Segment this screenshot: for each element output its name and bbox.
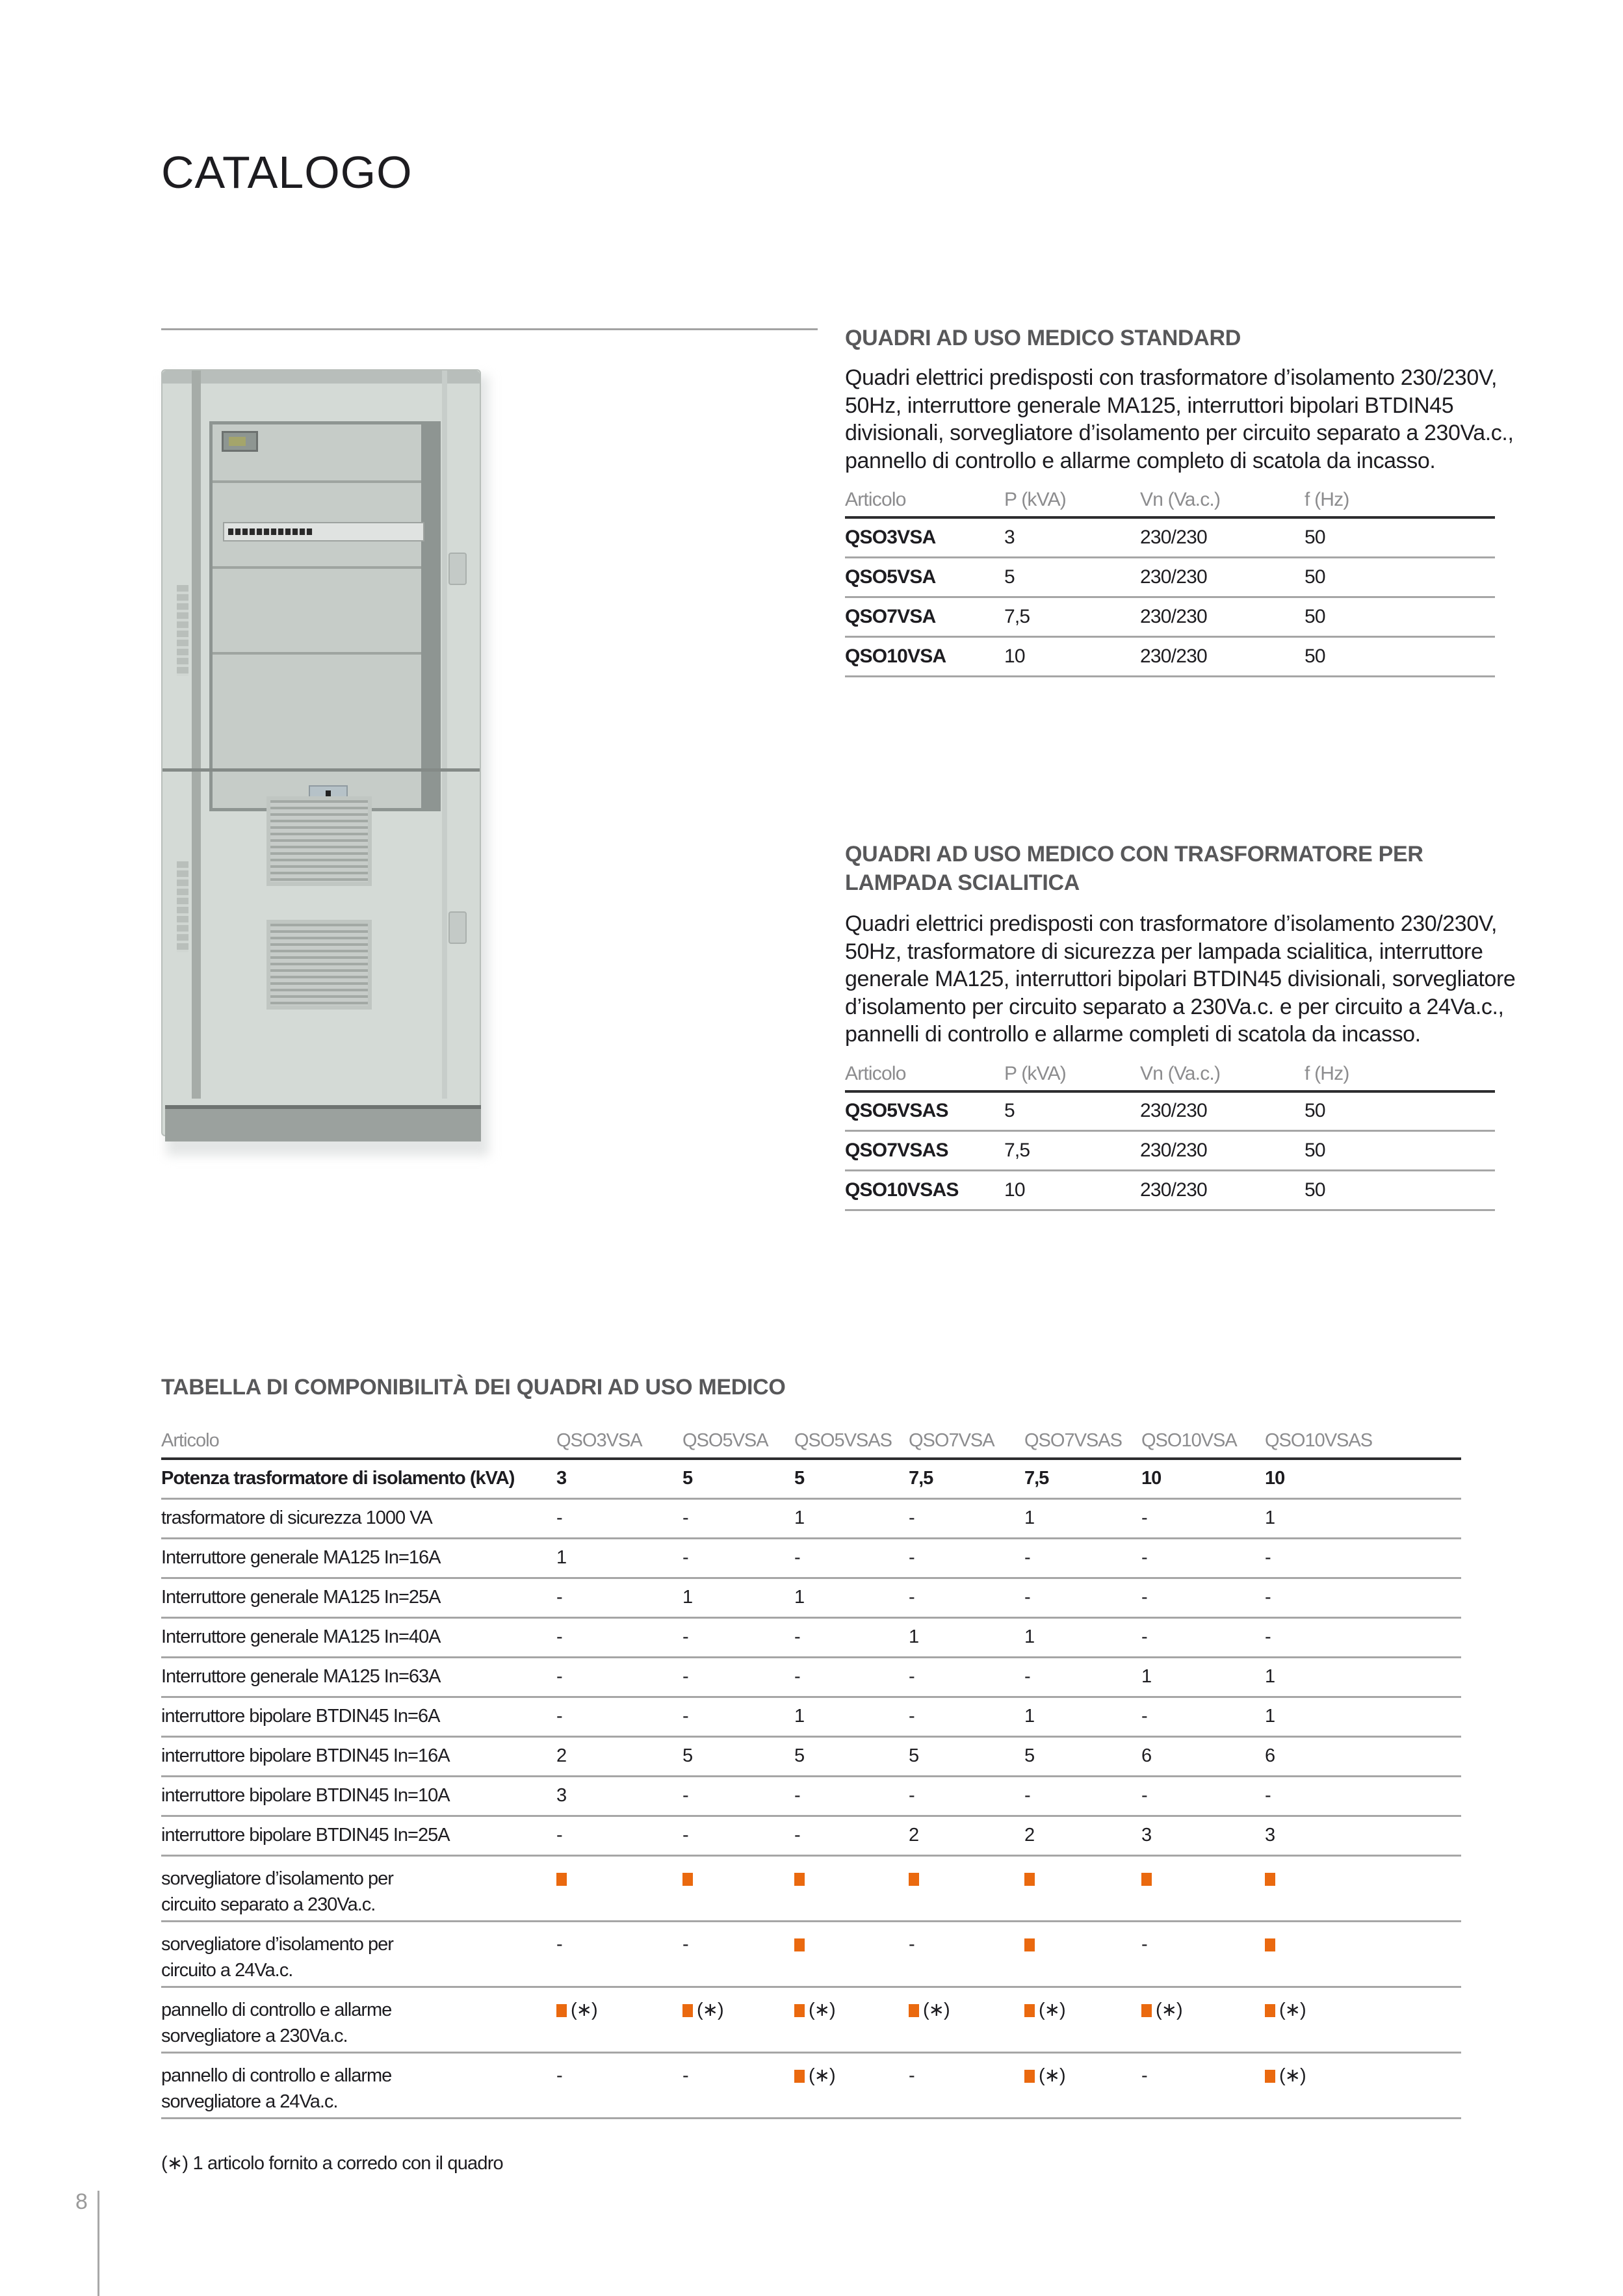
voltage: 230/230 [1140, 517, 1305, 557]
included-square-icon [1265, 2070, 1275, 2083]
asterisk-note: (∗) [1039, 1999, 1065, 2020]
cell-qso3vsa: - [556, 1498, 682, 1538]
cell-qso5vsa [682, 1855, 794, 1921]
cell-qso3vsa: - [556, 1657, 682, 1697]
cell-qso10vsa [1141, 1987, 1265, 2052]
cell-qso10vsa [1141, 1855, 1265, 1921]
cell-qso3vsa: - [556, 1921, 682, 1987]
row-label: Interruttore generale MA125 In=40A [161, 1617, 556, 1657]
vent-grille-upper [266, 796, 372, 886]
row-label-line2: circuito separato a 230Va.c. [161, 1894, 376, 1915]
cabinet-glass-door [209, 421, 441, 811]
included-square-icon [682, 1873, 693, 1886]
table-row [161, 1776, 1461, 1816]
door-handle-lower [448, 911, 467, 944]
table-row [845, 1171, 1495, 1210]
cell-qso5vsas: 1 [794, 1498, 909, 1538]
cell-qso5vsas [794, 1855, 909, 1921]
cell-qso7vsas: 1 [1024, 1617, 1141, 1657]
din-rail [213, 652, 421, 655]
cell-qso10vsas [1265, 1921, 1461, 1987]
included-square-icon [1024, 1873, 1035, 1886]
cell-qso7vsas: 1 [1024, 1498, 1141, 1538]
row-label [161, 1987, 556, 2052]
din-rail [213, 566, 421, 569]
included-square-icon [909, 2004, 919, 2017]
cell-qso5vsa: - [682, 1498, 794, 1538]
article-code: QSO10VSA [845, 636, 1004, 676]
power-kva: 3 [1004, 517, 1140, 557]
cell-qso10vsas: 10 [1265, 1459, 1461, 1498]
image-divider [161, 328, 818, 330]
row-label: Interruttore generale MA125 In=16A [161, 1538, 556, 1578]
article-code: QSO3VSA [845, 517, 1004, 557]
composition-title: TABELLA DI COMPONIBILITÀ DEI QUADRI AD USO MEDICO [161, 1375, 786, 1400]
cell-qso7vsas [1024, 2052, 1141, 2118]
cell-qso5vsas: 5 [794, 1459, 909, 1498]
row-label-line2: sorvegliatore a 24Va.c. [161, 2091, 338, 2112]
cell-qso7vsa: 5 [909, 1736, 1024, 1776]
cell-qso10vsas: 1 [1265, 1697, 1461, 1736]
included-square-icon [556, 2004, 567, 2017]
cell-qso5vsa: - [682, 1816, 794, 1855]
asterisk-note: (∗) [1279, 1999, 1306, 2020]
cell-qso7vsas: - [1024, 1538, 1141, 1578]
spec-table-scialitica [845, 1058, 1495, 1212]
column-header: QSO3VSA [556, 1429, 642, 1451]
frequency: 50 [1305, 1171, 1495, 1210]
cell-qso5vsa: - [682, 1776, 794, 1816]
cell-qso10vsa: - [1141, 2052, 1265, 2118]
row-label-line1: pannello di controllo e allarme [161, 2065, 392, 2086]
table-row [161, 1987, 1461, 2052]
composition-section [161, 1373, 1461, 2119]
cell-qso5vsas: - [794, 1776, 909, 1816]
table-row [845, 597, 1495, 636]
cell-qso5vsas: - [794, 1657, 909, 1697]
cell-qso5vsa: - [682, 1921, 794, 1987]
table-row [161, 1538, 1461, 1578]
article-code: QSO7VSAS [845, 1131, 1004, 1171]
cell-qso7vsas: 1 [1024, 1697, 1141, 1736]
frequency: 50 [1305, 636, 1495, 676]
table-row [161, 1459, 1461, 1498]
power-kva: 10 [1004, 1171, 1140, 1210]
section-title [845, 840, 1521, 897]
column-header: QSO7VSA [909, 1429, 994, 1451]
section-description: Quadri elettrici predisposti con trasformatore d’isolamento 230/230V, 50Hz, trasformatore di sicurezza per lampada scialitica, interruttore generale MA125, interruttori bipolari BTDIN45 divisionali, sorvegliatore d’isolamento per circuito separato a 230Va.c. e per circuito a 24Va.c., pannelli di controllo e allarme completi di scatola da incasso. [845, 911, 1516, 1047]
included-square-icon [1024, 2004, 1035, 2017]
cell-qso3vsa: - [556, 1578, 682, 1617]
cabinet-right-frame [442, 371, 447, 1099]
included-square-icon [909, 1873, 919, 1886]
cell-qso10vsas: - [1265, 1538, 1461, 1578]
cell-qso5vsas: - [794, 1816, 909, 1855]
cell-qso5vsa: 5 [682, 1459, 794, 1498]
asterisk-note: (∗) [809, 2065, 835, 2086]
column-header: QSO7VSAS [1024, 1429, 1122, 1451]
row-label: Potenza trasformatore di isolamento (kVA) [161, 1459, 556, 1498]
row-label-line1: sorvegliatore d’isolamento per [161, 1933, 393, 1955]
row-label: Interruttore generale MA125 In=63A [161, 1657, 556, 1697]
column-header: Articolo [845, 489, 906, 510]
cell-qso5vsas: 1 [794, 1578, 909, 1617]
included-square-icon [1265, 1938, 1275, 1951]
section-title-line1: QUADRI AD USO MEDICO CON TRASFORMATORE PER [845, 842, 1423, 867]
cell-qso3vsa: 2 [556, 1736, 682, 1776]
cell-qso10vsas: 6 [1265, 1736, 1461, 1776]
composition-table [161, 1424, 1461, 2119]
table-header-row [161, 1424, 1461, 1459]
table-row [845, 557, 1495, 597]
table-row [161, 1617, 1461, 1657]
cell-qso10vsa: 3 [1141, 1816, 1265, 1855]
cell-qso7vsas: 2 [1024, 1816, 1141, 1855]
power-kva: 7,5 [1004, 1131, 1140, 1171]
included-square-icon [1024, 1938, 1035, 1951]
column-header: QSO5VSA [682, 1429, 768, 1451]
included-square-icon [1265, 2004, 1275, 2017]
cell-qso3vsa: - [556, 2052, 682, 2118]
cell-qso7vsas: 7,5 [1024, 1459, 1141, 1498]
cell-qso7vsa: - [909, 2052, 1024, 2118]
spec-table-standard [845, 484, 1495, 677]
table-row [161, 1736, 1461, 1776]
cell-qso7vsa: 1 [909, 1617, 1024, 1657]
cell-qso5vsas: - [794, 1617, 909, 1657]
cell-qso5vsas: - [794, 1538, 909, 1578]
column-header: Articolo [845, 1062, 906, 1084]
cell-qso3vsa: 1 [556, 1538, 682, 1578]
row-label-line1: sorvegliatore d’isolamento per [161, 1868, 393, 1889]
article-code: QSO5VSAS [845, 1091, 1004, 1131]
cell-qso7vsa: - [909, 1578, 1024, 1617]
row-label-line1: pannello di controllo e allarme [161, 1999, 392, 2020]
table-row [845, 517, 1495, 557]
column-header: Vn (Va.c.) [1140, 1062, 1221, 1084]
column-header: f (Hz) [1305, 489, 1349, 510]
included-square-icon [556, 1873, 567, 1886]
cell-qso5vsa: - [682, 1697, 794, 1736]
article-code: QSO7VSA [845, 597, 1004, 636]
cell-qso5vsa: - [682, 2052, 794, 2118]
article-code: QSO5VSA [845, 557, 1004, 597]
table-row [161, 1921, 1461, 1987]
cell-qso7vsas [1024, 1921, 1141, 1987]
cell-qso5vsas [794, 1987, 909, 2052]
table-row [161, 1578, 1461, 1617]
cell-qso10vsas: - [1265, 1578, 1461, 1617]
asterisk-note: (∗) [809, 1999, 835, 2020]
table-row [161, 1657, 1461, 1697]
column-header: Vn (Va.c.) [1140, 489, 1221, 510]
vent-grille-lower [266, 920, 372, 1010]
cell-qso5vsa: - [682, 1538, 794, 1578]
voltage: 230/230 [1140, 636, 1305, 676]
breaker-row [223, 522, 424, 541]
cell-qso3vsa: - [556, 1697, 682, 1736]
included-square-icon [1141, 1873, 1152, 1886]
row-label-line2: sorvegliatore a 230Va.c. [161, 2025, 348, 2046]
cell-qso3vsa [556, 1855, 682, 1921]
frequency: 50 [1305, 1131, 1495, 1171]
cell-qso7vsa: - [909, 1498, 1024, 1538]
column-header: f (Hz) [1305, 1062, 1349, 1084]
section-title-line2: LAMPADA SCIALITICA [845, 870, 1080, 895]
cell-qso7vsas [1024, 1855, 1141, 1921]
row-label: interruttore bipolare BTDIN45 In=6A [161, 1697, 556, 1736]
table-row [845, 1091, 1495, 1131]
row-label [161, 1921, 556, 1987]
column-header: Articolo [161, 1429, 219, 1451]
cell-qso5vsas: 5 [794, 1736, 909, 1776]
included-square-icon [794, 1938, 805, 1951]
cell-qso10vsas: - [1265, 1776, 1461, 1816]
cell-qso3vsa: - [556, 1617, 682, 1657]
row-label: interruttore bipolare BTDIN45 In=25A [161, 1816, 556, 1855]
cell-qso10vsa: 1 [1141, 1657, 1265, 1697]
brand-logo-upper [177, 585, 188, 676]
table-row [845, 1131, 1495, 1171]
row-label: interruttore bipolare BTDIN45 In=10A [161, 1776, 556, 1816]
power-kva: 10 [1004, 636, 1140, 676]
cell-qso5vsas [794, 1921, 909, 1987]
table-row [161, 1816, 1461, 1855]
cell-qso7vsa [909, 1987, 1024, 2052]
asterisk-note: (∗) [1039, 2065, 1065, 2086]
voltage: 230/230 [1140, 597, 1305, 636]
din-rail [213, 480, 421, 483]
cell-qso10vsa: - [1141, 1538, 1265, 1578]
asterisk-note: (∗) [697, 1999, 723, 2020]
cell-qso7vsas: - [1024, 1657, 1141, 1697]
asterisk-note: (∗) [923, 1999, 950, 2020]
cell-qso5vsa [682, 1987, 794, 2052]
section-title: QUADRI AD USO MEDICO STANDARD [845, 326, 1241, 350]
asterisk-note: (∗) [571, 1999, 597, 2020]
cell-qso7vsas: - [1024, 1776, 1141, 1816]
frequency: 50 [1305, 597, 1495, 636]
column-header: QSO10VSAS [1265, 1429, 1373, 1451]
cell-qso5vsa: - [682, 1657, 794, 1697]
cabinet-top [162, 371, 480, 384]
cell-qso7vsas [1024, 1987, 1141, 2052]
cabinet-left-frame [192, 371, 201, 1099]
door-handle-upper [448, 553, 467, 585]
cell-qso7vsa: - [909, 1657, 1024, 1697]
row-label: trasformatore di sicurezza 1000 VA [161, 1498, 556, 1538]
cell-qso10vsa: - [1141, 1578, 1265, 1617]
cell-qso3vsa: 3 [556, 1459, 682, 1498]
asterisk-note: (∗) [1279, 2065, 1306, 2086]
cell-qso5vsa: 1 [682, 1578, 794, 1617]
table-row [161, 1855, 1461, 1921]
cell-qso5vsa: - [682, 1617, 794, 1657]
page-number-rule [97, 2191, 99, 2296]
cell-qso5vsa: 5 [682, 1736, 794, 1776]
row-label: Interruttore generale MA125 In=25A [161, 1578, 556, 1617]
cell-qso10vsas: 1 [1265, 1657, 1461, 1697]
cell-qso5vsas [794, 2052, 909, 2118]
cell-qso10vsas [1265, 2052, 1461, 2118]
cell-qso7vsas: - [1024, 1578, 1141, 1617]
cell-qso7vsa: - [909, 1538, 1024, 1578]
cell-qso7vsa: - [909, 1776, 1024, 1816]
column-header: QSO10VSA [1141, 1429, 1237, 1451]
table-row [161, 2052, 1461, 2118]
table-row [161, 1498, 1461, 1538]
included-square-icon [794, 2004, 805, 2017]
row-label [161, 2052, 556, 2118]
section-description: Quadri elettrici predisposti con trasformatore d’isolamento 230/230V, 50Hz, interruttore generale MA125, interruttori bipolari BTDIN45 divisionali, sorvegliatore d’isolamento per circuito separato a 230Va.c., pannello di controllo e allarme completo di scatola da incasso. [845, 365, 1514, 473]
included-square-icon [682, 2004, 693, 2017]
cell-qso10vsa: 10 [1141, 1459, 1265, 1498]
cell-qso3vsa: 3 [556, 1776, 682, 1816]
cell-qso10vsas: 3 [1265, 1816, 1461, 1855]
cell-qso7vsa: 7,5 [909, 1459, 1024, 1498]
page-title: CATALOGO [161, 147, 413, 198]
table-header-row [845, 484, 1495, 517]
cabinet-seam [162, 768, 480, 772]
asterisk-note: (∗) [1156, 1999, 1182, 2020]
table-row [161, 1697, 1461, 1736]
power-kva: 5 [1004, 557, 1140, 597]
brand-logo-lower [177, 861, 188, 952]
cell-qso10vsas: 1 [1265, 1498, 1461, 1538]
cell-qso7vsa: - [909, 1697, 1024, 1736]
included-square-icon [794, 1873, 805, 1886]
column-header: P (kVA) [1004, 489, 1066, 510]
cabinet-plinth [165, 1105, 481, 1141]
cell-qso10vsa: - [1141, 1776, 1265, 1816]
voltage: 230/230 [1140, 1091, 1305, 1131]
frequency: 50 [1305, 517, 1495, 557]
cell-qso10vsas [1265, 1987, 1461, 2052]
power-kva: 7,5 [1004, 597, 1140, 636]
cabinet-body [161, 369, 481, 1136]
page-number: 8 [75, 2189, 88, 2214]
cell-qso10vsa: - [1141, 1617, 1265, 1657]
table-row [845, 636, 1495, 676]
cell-qso10vsa: - [1141, 1498, 1265, 1538]
cell-qso3vsa [556, 1987, 682, 2052]
row-label [161, 1855, 556, 1921]
cell-qso7vsa: 2 [909, 1816, 1024, 1855]
cell-qso10vsa: - [1141, 1921, 1265, 1987]
section-standard [845, 324, 1521, 677]
cell-qso7vsa: - [909, 1921, 1024, 1987]
column-header: P (kVA) [1004, 1062, 1066, 1084]
power-kva: 5 [1004, 1091, 1140, 1131]
frequency: 50 [1305, 557, 1495, 597]
cell-qso10vsa: - [1141, 1697, 1265, 1736]
row-label: interruttore bipolare BTDIN45 In=16A [161, 1736, 556, 1776]
included-square-icon [1141, 2004, 1152, 2017]
cell-qso10vsas [1265, 1855, 1461, 1921]
table-header-row [845, 1058, 1495, 1091]
voltage: 230/230 [1140, 1171, 1305, 1210]
frequency: 50 [1305, 1091, 1495, 1131]
included-square-icon [1024, 2070, 1035, 2083]
composition-table-body [161, 1459, 1461, 2118]
product-image-medical-panel [161, 369, 486, 1149]
row-label-line2: circuito a 24Va.c. [161, 1959, 293, 1981]
section-scialitica [845, 840, 1521, 1211]
column-header: QSO5VSAS [794, 1429, 892, 1451]
cell-qso10vsa: 6 [1141, 1736, 1265, 1776]
voltage: 230/230 [1140, 1131, 1305, 1171]
included-square-icon [794, 2070, 805, 2083]
isolation-monitor-display [222, 431, 258, 452]
article-code: QSO10VSAS [845, 1171, 1004, 1210]
cell-qso7vsa [909, 1855, 1024, 1921]
cell-qso5vsas: 1 [794, 1697, 909, 1736]
footnote: (∗) 1 articolo fornito a corredo con il quadro [161, 2153, 503, 2174]
cell-qso3vsa: - [556, 1816, 682, 1855]
cell-qso7vsas: 5 [1024, 1736, 1141, 1776]
cell-qso10vsas: - [1265, 1617, 1461, 1657]
included-square-icon [1265, 1873, 1275, 1886]
voltage: 230/230 [1140, 557, 1305, 597]
